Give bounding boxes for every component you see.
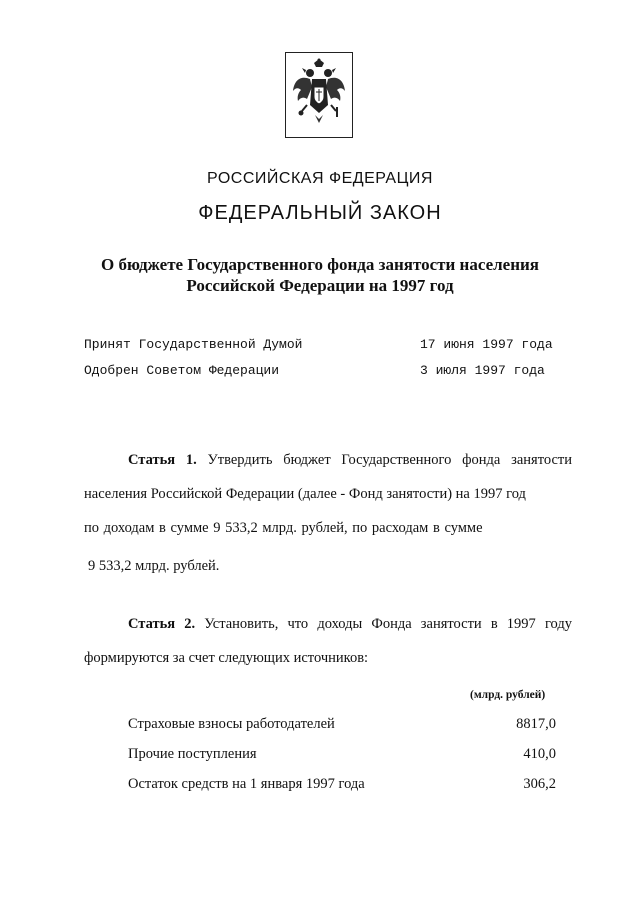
- law-title-line-2: Российской Федерации на 1997 год: [186, 276, 454, 295]
- russian-coat-of-arms-icon: [290, 57, 348, 133]
- revenue-value: 410,0: [523, 746, 556, 762]
- revenue-value: 8817,0: [516, 716, 556, 732]
- article-2-text-1: Установить, что доходы Фонда занятости в 1997 году: [204, 616, 572, 632]
- article-1-line-3: по доходам в сумме 9 533,2 млрд. рублей, по расходам в сумме: [84, 520, 483, 536]
- article-2-line-2: формируются за счет следующих источников:: [84, 650, 369, 666]
- article-2-heading: Статья 2.: [128, 616, 196, 632]
- approved-label: Одобрен Советом Федерации: [84, 363, 280, 378]
- adopted-date: 17 июня 1997 года: [420, 337, 553, 352]
- revenue-label: Страховые взносы работодателей: [128, 716, 335, 732]
- emblem-frame: [285, 52, 353, 138]
- revenue-value: 306,2: [523, 776, 556, 792]
- law-title-line-1: О бюджете Государственного фонда занятости населения: [100, 255, 540, 274]
- revenue-label: Прочие поступления: [128, 746, 257, 762]
- law-type-heading: ФЕДЕРАЛЬНЫЙ ЗАКОН: [198, 202, 442, 224]
- adopted-label: Принят Государственной Думой: [84, 337, 303, 352]
- law-title: [0, 254, 640, 296]
- country-heading: РОССИЙСКАЯ ФЕДЕРАЦИЯ: [207, 170, 433, 187]
- article-1-line-2: населения Российской Федерации (далее - Фонд занятости) на 1997 год: [84, 486, 526, 502]
- units-note: (млрд. рублей): [470, 689, 546, 701]
- article-1-line-4: 9 533,2 млрд. рублей.: [88, 558, 220, 574]
- article-2-line-1: [128, 616, 572, 633]
- revenue-label: Остаток средств на 1 января 1997 года: [128, 776, 365, 792]
- article-1-text-1: Утвердить бюджет Государственного фонда занятости: [207, 452, 572, 468]
- approved-date: 3 июля 1997 года: [420, 363, 545, 378]
- article-1-heading: Статья 1.: [128, 452, 197, 468]
- article-1-line-1: [128, 452, 572, 469]
